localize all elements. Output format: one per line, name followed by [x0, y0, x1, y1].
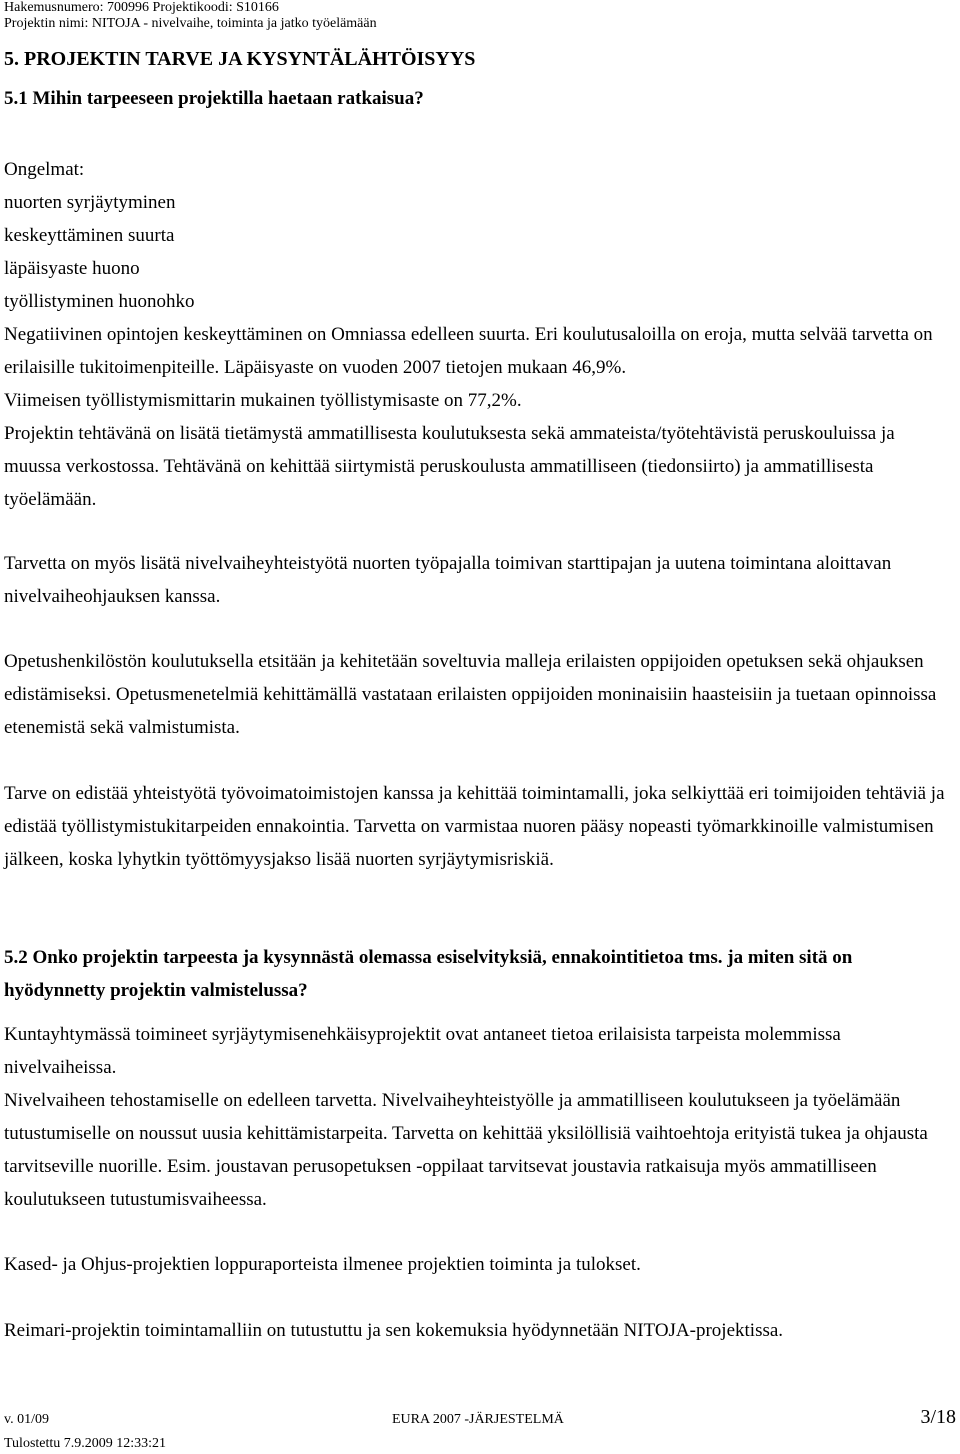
header-application-number: Hakemusnumero: 700996 Projektikoodi: S10166	[4, 0, 279, 15]
paragraph-cooperation: Tarvetta on myös lisätä nivelvaiheyhteistyötä nuorten työpajalla toimivan starttipajan ja uutena toimintana aloittavan nivelvaiheohjauksen kanssa.	[4, 553, 892, 607]
answer-5-2-block	[4, 1018, 954, 1216]
answer-5-1-block	[4, 153, 954, 516]
body-paragraph: Viimeisen työllistymismittarin mukainen työllistymisaste on 77,2%.	[4, 390, 522, 411]
question-5-2: 5.2 Onko projektin tarpeesta ja kysynnästä olemassa esiselvityksiä, ennakointitietoa tms. ja miten sitä on hyödynnetty projektin valmistelussa?	[4, 947, 853, 1001]
paragraph-staff-training: Opetushenkilöstön koulutuksella etsitään ja kehitetään soveltuvia malleja erilaisten oppijoiden opetuksen sekä ohjauksen edistämiseksi. Opetusmenetelmiä kehittämällä vastataan erilaisten oppijoiden moninaisiin haasteisiin ja tuetaan opinnoissa etenemistä sekä valmistumista.	[4, 651, 937, 738]
body-line: läpäisyaste huono	[4, 258, 140, 279]
footer-printed: Tulostettu 7.9.2009 12:33:21	[4, 1436, 167, 1451]
footer-page-number: 3/18	[920, 1406, 956, 1428]
body-line: keskeyttäminen suurta	[4, 225, 175, 246]
body-paragraph: Nivelvaiheen tehostamiselle on edelleen tarvetta. Nivelvaiheyhteistyölle ja ammatilliseen koulutukseen ja työelämään tutustumiselle on noussut uusia kehittämistarpeita. Tarvetta on kehittää yksilöllisiä vaihtoehtoja erityistä tukea ja ohjausta tarvitseville nuorille. Esim. joustavan perusopetuksen -oppilaat tarvitsevat joustavia ratkaisuja myös ammatilliseen koulutukseen tutustumisvaiheessa.	[4, 1090, 928, 1210]
body-paragraph: Projektin tehtävänä on lisätä tietämystä ammatillisesta koulutuksesta sekä ammateista/työtehtävistä peruskouluissa ja muussa verkostossa. Tehtävänä on kehittää siirtymistä peruskoulusta ammatilliseen (tiedonsiirto) ja ammatillisesta työelämään.	[4, 423, 895, 510]
body-line: työllistyminen huonohko	[4, 291, 195, 312]
footer-system: EURA 2007 -JÄRJESTELMÄ	[392, 1412, 564, 1427]
body-paragraph: Negatiivinen opintojen keskeyttäminen on Omniassa edelleen suurta. Eri koulutusaloilla on eroja, mutta selvää tarvetta on erilaisille tukitoimenpiteille. Läpäisyaste on vuoden 2007 tietojen mukaan 46,9%.	[4, 324, 933, 378]
body-line: Ongelmat:	[4, 159, 85, 180]
header-project-name: Projektin nimi: NITOJA - nivelvaihe, toiminta ja jatko työelämään	[4, 16, 377, 31]
footer-version: v. 01/09	[4, 1412, 49, 1427]
question-5-1: 5.1 Mihin tarpeeseen projektilla haetaan ratkaisua?	[4, 88, 424, 109]
section-title: 5. PROJEKTIN TARVE JA KYSYNTÄLÄHTÖISYYS	[4, 48, 476, 70]
paragraph-reimari: Reimari-projektin toimintamalliin on tutustuttu ja sen kokemuksia hyödynnetään NITOJA-projektissa.	[4, 1320, 784, 1341]
body-line: nuorten syrjäytyminen	[4, 192, 176, 213]
paragraph-kased-ohjus: Kased- ja Ohjus-projektien loppuraporteista ilmenee projektien toiminta ja tulokset.	[4, 1254, 641, 1275]
body-paragraph: Kuntayhtymässä toimineet syrjäytymisenehkäisyprojektit ovat antaneet tietoa erilaisista tarpeista molemmissa nivelvaiheissa.	[4, 1024, 841, 1078]
paragraph-employment-offices: Tarve on edistää yhteistyötä työvoimatoimistojen kanssa ja kehittää toimintamalli, joka selkiyttää eri toimijoiden tehtäviä ja edistää työllistymistukitarpeiden ennakointia. Tarvetta on varmistaa nuoren pääsy nopeasti työmarkkinoille valmistumisen jälkeen, koska lyhytkin työttömyysjakso lisää nuorten syrjäytymisriskiä.	[4, 783, 945, 870]
